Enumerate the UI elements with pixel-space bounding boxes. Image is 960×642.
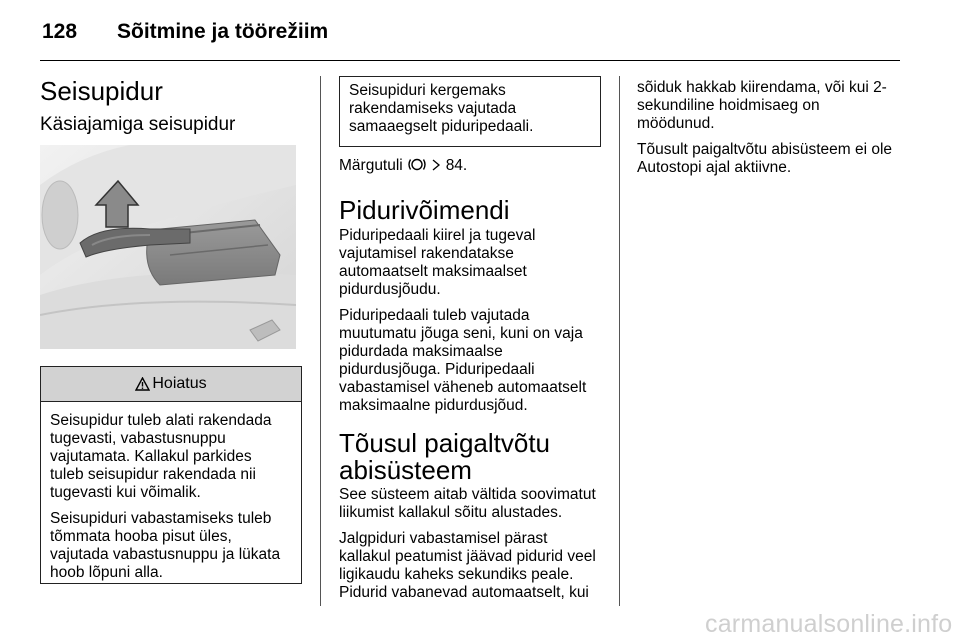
hill-start-paragraph-1: See süsteem aitab vältida soovimatut liikumist kallakul sõitu alustades. [339, 486, 596, 521]
warning-paragraph-1: Seisupidur tuleb alati rakendada tugevasti, vabastusnuppu vajutamata. Kallakul parkides tuleb seisupidur rakendada nii tugevasti kui võimalik. [50, 412, 272, 501]
section-title-hill-start-assist: Tõusul paigaltvõtu abisüsteem [339, 428, 551, 485]
column-3-text [637, 79, 937, 185]
page-number: 128 [42, 20, 78, 43]
subsection-title-hand-brake: Käsiajamiga seisupidur [40, 114, 236, 135]
header-divider [40, 60, 900, 61]
brake-assist-text [339, 227, 611, 423]
warning-paragraph-2: Seisupiduri vabastamiseks tuleb tõmmata hooba pisut üles, vajutada vabastusnuppu ja lükata hoob lõpuni alla. [50, 510, 281, 581]
indicator-reference [339, 157, 609, 175]
warning-title: Hoiatus [152, 375, 207, 392]
indicator-label: Märgutuli [339, 157, 403, 174]
column-divider-1 [320, 76, 321, 606]
note-text: Seisupiduri kergemaks rakendamiseks vajutada samaaegselt piduripedaali. [349, 82, 534, 135]
col3-paragraph-2: Tõusult paigaltvõtu abisüsteem ei ole Autostopi ajal aktiivne. [637, 141, 893, 176]
warning-body [41, 402, 301, 582]
warning-box [40, 366, 302, 584]
page-reference-icon[interactable] [431, 159, 441, 171]
warning-header [41, 367, 301, 402]
watermark: carmanualsonline.info [705, 610, 953, 638]
brake-assist-paragraph-2: Piduripedaali tuleb vajutada muutumatu jõuga seni, kuni on vaja pidurdada maksimaalse pidurdusjõuga. Piduripedaali vabastamisel väheneb automaatselt maksimaalne pidurdusjõud. [339, 307, 587, 414]
hand-brake-drawing [40, 145, 296, 349]
hill-start-paragraph-2: Jalgpiduri vabastamisel pärast kallakul peatumist jäävad pidurid veel ligikaudu kaheks sekundiks peale. Pidurid vabanevad automaatselt, kui [339, 530, 596, 601]
section-title-parking-brake: Seisupidur [40, 76, 163, 106]
note-box [339, 76, 601, 147]
col3-paragraph-1: sõiduk hakkab kiirendama, või kui 2- sekundiline hoidmisaeg on möödunud. [637, 79, 887, 132]
brake-assist-paragraph-1: Piduripedaali kiirel ja tugeval vajutamisel rakendatakse automaatselt maksimaalset pidurdusjõudu. [339, 227, 536, 298]
warning-triangle-icon [135, 377, 150, 391]
hand-brake-illustration [40, 145, 296, 349]
brake-warning-icon [407, 157, 427, 172]
indicator-page[interactable]: 84. [445, 157, 468, 174]
section-title-brake-assist: Pidurivõimendi [339, 195, 510, 225]
hill-start-text [339, 486, 617, 610]
column-divider-2 [619, 76, 620, 606]
chapter-title: Sõitmine ja töörežiim [117, 20, 329, 43]
